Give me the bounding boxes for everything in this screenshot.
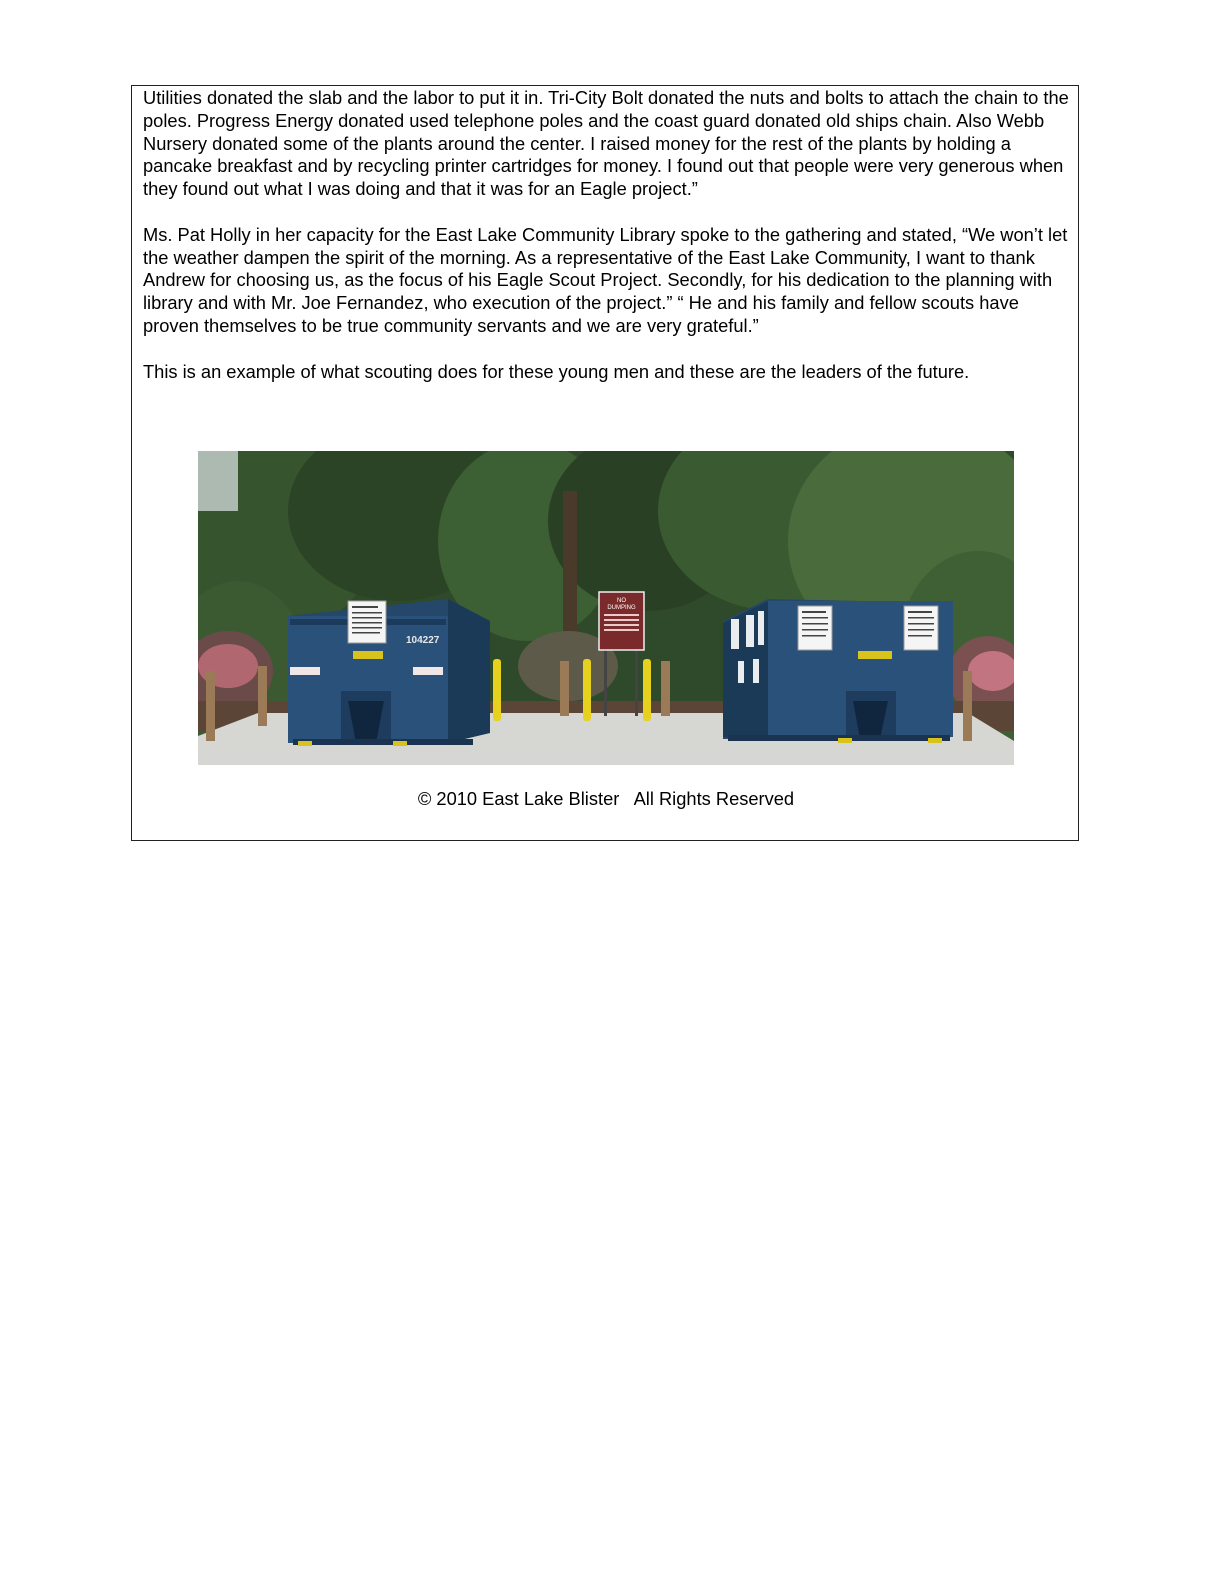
svg-text:DUMPING: DUMPING	[607, 605, 636, 611]
article-frame	[131, 85, 1079, 841]
svg-text:NO: NO	[617, 598, 626, 604]
svg-text:104227: 104227	[406, 635, 440, 646]
recycling-center-photo	[198, 451, 1014, 765]
copyright-notice: © 2010 East Lake Blister All Rights Reserved	[417, 788, 795, 809]
paragraph-closing: This is an example of what scouting does for these young men and these are the leaders of the future.	[143, 360, 970, 382]
right-dumpster	[723, 599, 953, 743]
left-dumpster	[288, 599, 490, 746]
paragraph-donations: Utilities donated the slab and the labor to put it in. Tri-City Bolt donated the nuts and bolts to attach the chain to the poles. Progress Energy donated used telephone poles and the coast guard donated old ships chain. Also Webb Nursery donated some of the plants around the center. I raised money for the rest of the plants by holding a pancake breakfast and by recycling printer cartridges for money. I found out that people were very generous when they found out what I was doing and that it was for an Eagle project.”	[143, 87, 1069, 200]
article-body	[143, 87, 1073, 406]
paragraph-speech: Ms. Pat Holly in her capacity for the East Lake Community Library spoke to the gathering and stated, “We won’t let the weather dampen the spirit of the morning. As a representative of the East Lake Community, I want to thank Andrew for choosing us, as the focus of his Eagle Scout Project. Secondly, for his dedication to the planning with library and with Mr. Joe Fernandez, who execution of the project.” “ He and his family and fellow scouts have proven themselves to be true community servants and we are very grateful.”	[143, 223, 1068, 336]
